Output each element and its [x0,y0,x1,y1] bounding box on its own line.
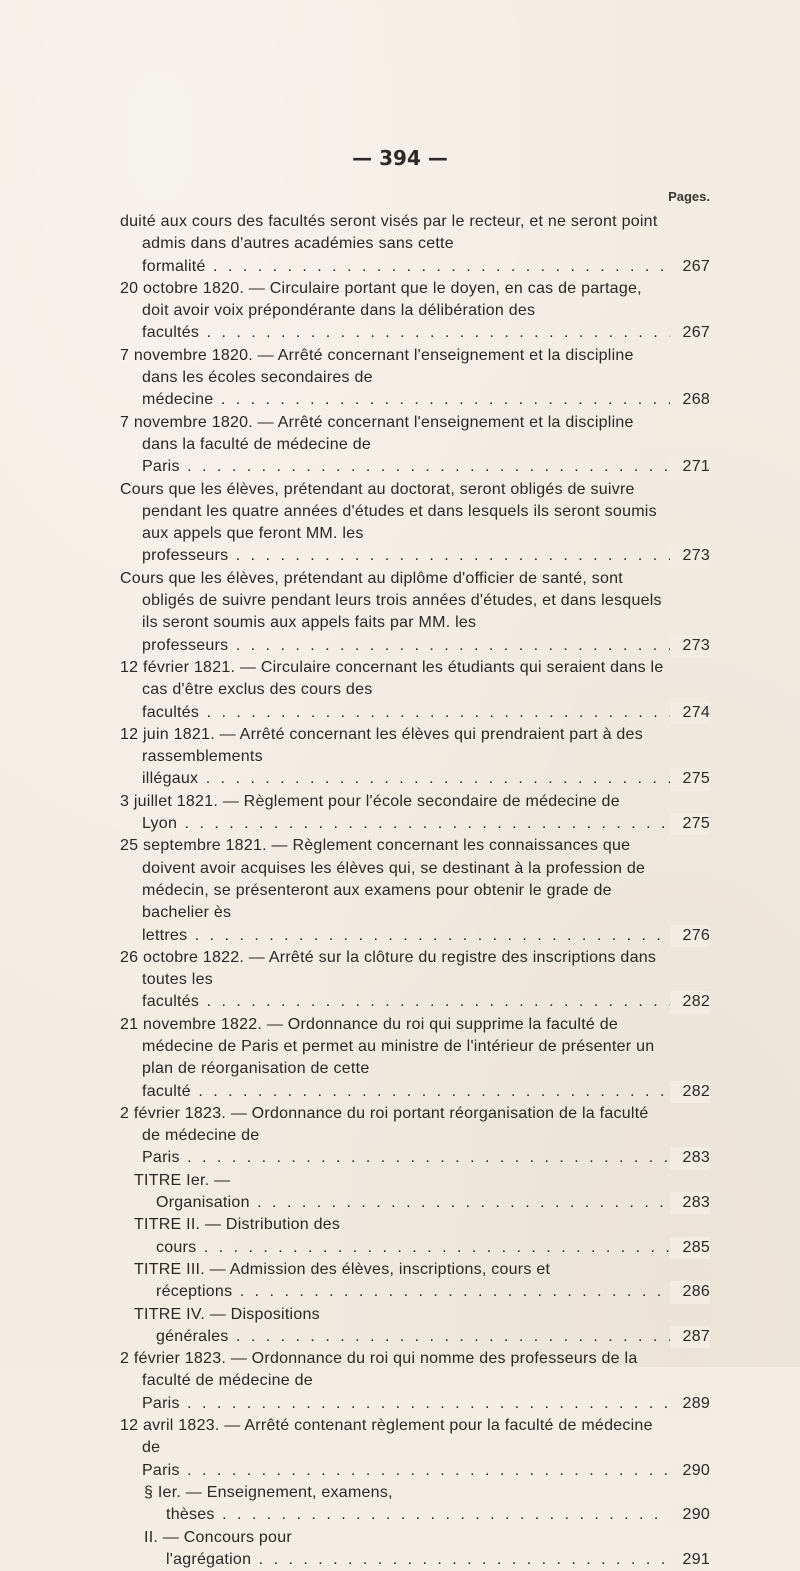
toc-titre-text: TITRE Ier. — Organisation . . . [134,1172,710,1211]
table-of-contents [120,211,710,1571]
toc-titre-entry [120,1170,710,1215]
toc-entry-page: 267 [670,256,710,278]
toc-entry-page: 283 [670,1147,710,1169]
toc-titre-page: 283 [670,1192,710,1214]
toc-entry [120,1103,710,1170]
toc-titre-page: 286 [670,1281,710,1303]
toc-entry-page: 274 [670,702,710,724]
toc-entry [120,1348,710,1415]
toc-entry [120,947,710,1014]
toc-entry-text: 3 juillet 1821. — Règlement pour l'école secondaire de médecine de Lyon . . . [120,793,710,832]
toc-entry-page: 271 [670,456,710,478]
toc-entry-text: 12 février 1821. — Circulaire concernant les étudiants qui seraient dans le cas d'être exclus des cours des facultés . . . [120,659,710,721]
toc-entry-text: 12 avril 1823. — Arrêté contenant règlement pour la faculté de médecine de Paris . . . [120,1417,710,1479]
toc-titre-text: TITRE II. — Distribution des cours . . . [134,1216,710,1255]
toc-subsection-entry [120,1527,710,1571]
toc-entry [120,1415,710,1482]
toc-entry [120,211,710,278]
toc-entry-page: 276 [670,925,710,947]
toc-entry-page: 275 [670,768,710,790]
toc-entry-text: 25 septembre 1821. — Règlement concernant les connaissances que doivent avoir acquises les élèves qui, se destinant à la profession de médecin, se présenteront aux examens pour obtenir le grade de bachelier ès lettres . . . [120,837,710,943]
toc-entry-page: 275 [670,813,710,835]
toc-entry-text: 21 novembre 1822. — Ordonnance du roi qui supprime la faculté de médecine de Paris et permet au ministre de l'intérieur de présenter un plan de réorganisation de cette faculté . . . [120,1016,710,1100]
toc-subsection-entry [120,1482,710,1527]
toc-entry-text: 2 février 1823. — Ordonnance du roi qui nomme des professeurs de la faculté de médecine de Paris . . . [120,1350,710,1412]
toc-subsection-text: § Ier. — Enseignement, examens, thèses . . . [144,1484,710,1523]
toc-titre-text: TITRE IV. — Dispositions générales . . . [134,1306,710,1345]
toc-entry-text: duité aux cours des facultés seront visés par le recteur, et ne seront point admis dans d'autres académies sans cette formalité . . . [120,213,710,275]
toc-entry-text: 20 octobre 1820. — Circulaire portant que le doyen, en cas de partage, doit avoir voix prépondérante dans la délibération des facultés . . . [120,280,710,342]
toc-entry-text: Cours que les élèves, prétendant au diplôme d'officier de santé, sont obligés de suivre pendant leurs trois années d'études, et dans lesquels ils seront soumis aux appels faits par MM. les professeurs . . . [120,570,710,654]
toc-entry-page: 273 [670,635,710,657]
toc-titre-entry [120,1304,710,1349]
toc-entry-text: 2 février 1823. — Ordonnance du roi portant réorganisation de la faculté de médecine de Paris . . . [120,1105,710,1167]
toc-entry-text: 12 juin 1821. — Arrêté concernant les élèves qui prendraient part à des rassemblements illégaux . . . [120,726,710,788]
toc-titre-entry [120,1214,710,1259]
toc-entry-text: 7 novembre 1820. — Arrêté concernant l'enseignement et la discipline dans les écoles secondaires de médecine . . . [120,347,710,409]
toc-entry-text: 7 novembre 1820. — Arrêté concernant l'enseignement et la discipline dans la faculté de médecine de Paris . . . [120,414,710,476]
toc-entry-page: 290 [670,1460,710,1482]
toc-entry-page: 273 [670,545,710,567]
toc-titre-entry [120,1259,710,1304]
toc-entry [120,657,710,724]
toc-entry [120,345,710,412]
toc-subsection-page: 291 [670,1549,710,1571]
toc-entry [120,412,710,479]
toc-entry [120,278,710,345]
toc-subsection-page: 290 [670,1504,710,1526]
toc-entry-page: 289 [670,1393,710,1415]
toc-entry-page: 282 [670,1081,710,1103]
toc-entry [120,1014,710,1103]
page-number: — 394 — [352,146,448,170]
toc-entry [120,568,710,657]
toc-entry [120,835,710,946]
toc-titre-page: 287 [670,1326,710,1348]
toc-entry-text: 26 octobre 1822. — Arrêté sur la clôture du registre des inscriptions dans toutes les facultés . . . [120,949,710,1011]
toc-entry-text: Cours que les élèves, prétendant au doctorat, seront obligés de suivre pendant les quatre années d'études et dans lesquels ils seront soumis aux appels que feront MM. les professeurs . . . [120,481,710,565]
toc-titre-text: TITRE III. — Admission des élèves, inscriptions, cours et réceptions . . . [134,1261,710,1300]
toc-entry-page: 268 [670,389,710,411]
pages-column-header: Pages. [668,189,710,204]
toc-subsection-text: II. — Concours pour l'agrégation . . . [144,1529,710,1568]
toc-entry [120,791,710,836]
toc-entry-page: 267 [670,322,710,344]
toc-titre-page: 285 [670,1237,710,1259]
toc-entry-page: 282 [670,991,710,1013]
toc-entry [120,724,710,791]
toc-entry [120,479,710,568]
